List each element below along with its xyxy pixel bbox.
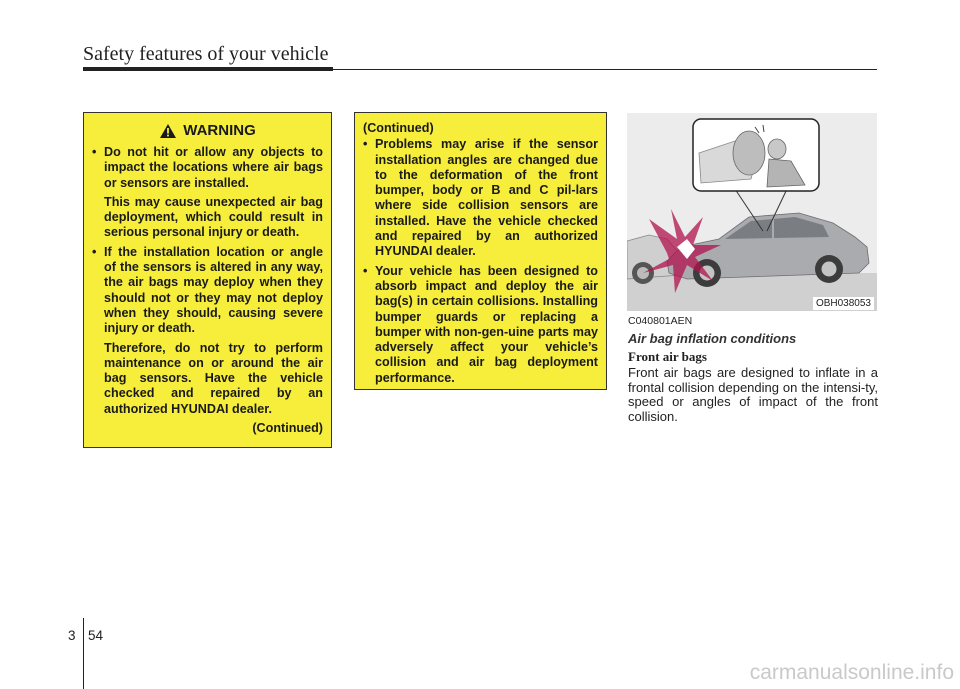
footer-rule xyxy=(83,618,84,689)
warning-item xyxy=(363,137,598,259)
illustration-code: OBH038053 xyxy=(813,297,874,310)
page-header-title: Safety features of your vehicle xyxy=(83,43,329,65)
bullet-icon: • xyxy=(92,145,97,159)
warning-item-text: Problems may arise if the sensor installation angles are changed due to the deformation of the front bumper, body or B and C pil-lars where side collision sensors are installed. Have the vehicle checked and repaired by an authorized HYUNDAI dealer. xyxy=(375,137,598,259)
warning-heading-label: WARNING xyxy=(183,122,256,140)
warning-item xyxy=(363,264,598,386)
section-subheading: Front air bags xyxy=(628,349,707,364)
warning-item-para: This may cause unexpected air bag deployment, which could result in serious personal injury or death. xyxy=(104,194,323,240)
watermark: carmanualsonline.info xyxy=(749,661,954,684)
section-heading: Air bag inflation conditions xyxy=(628,331,797,346)
warning-continued-box xyxy=(354,112,607,390)
header-rule-thick xyxy=(83,67,333,71)
warning-triangle-icon xyxy=(159,123,177,139)
warning-heading xyxy=(92,123,323,139)
header-rule-thin xyxy=(333,69,877,70)
warning-item xyxy=(92,145,323,241)
chapter-number: 3 xyxy=(68,628,76,643)
collision-illustration xyxy=(627,113,877,311)
section-ref-code: C040801AEN xyxy=(628,315,693,327)
page-number: 54 xyxy=(88,628,104,643)
warning-box xyxy=(83,112,332,448)
bullet-icon: • xyxy=(92,244,97,259)
bullet-icon: • xyxy=(363,137,368,152)
continued-label: (Continued) xyxy=(363,121,434,135)
warning-item-text: Your vehicle has been designed to absorb impact and deploy the air bag(s) in certain collisions. Installing bumper guards or replacing a bumper with non-gen-uine parts may adversely affect your vehicle’s collision and air bag deployment performance. xyxy=(375,263,598,385)
warning-item-text: Do not hit or allow any objects to impact the locations where air bags or sensors are installed. xyxy=(104,145,323,190)
section-body: Front air bags are designed to inflate in a frontal collision depending on the intensi-ty, speed or angles of impact of the front collision. xyxy=(628,365,878,424)
bullet-icon: • xyxy=(363,263,368,278)
car-collision-graphic xyxy=(627,113,877,311)
warning-item-para: Therefore, do not try to perform maintenance on or around the air bag sensors. Have the vehicle checked and repaired by an authorized HYUNDAI dealer. xyxy=(104,340,323,416)
warning-item xyxy=(92,245,323,417)
warning-item-text: If the installation location or angle of the sensors is altered in any way, the air bags may deploy when they should not or they may not deploy when they should, causing severe injury or death. xyxy=(104,244,323,336)
continued-label: (Continued) xyxy=(252,421,323,436)
